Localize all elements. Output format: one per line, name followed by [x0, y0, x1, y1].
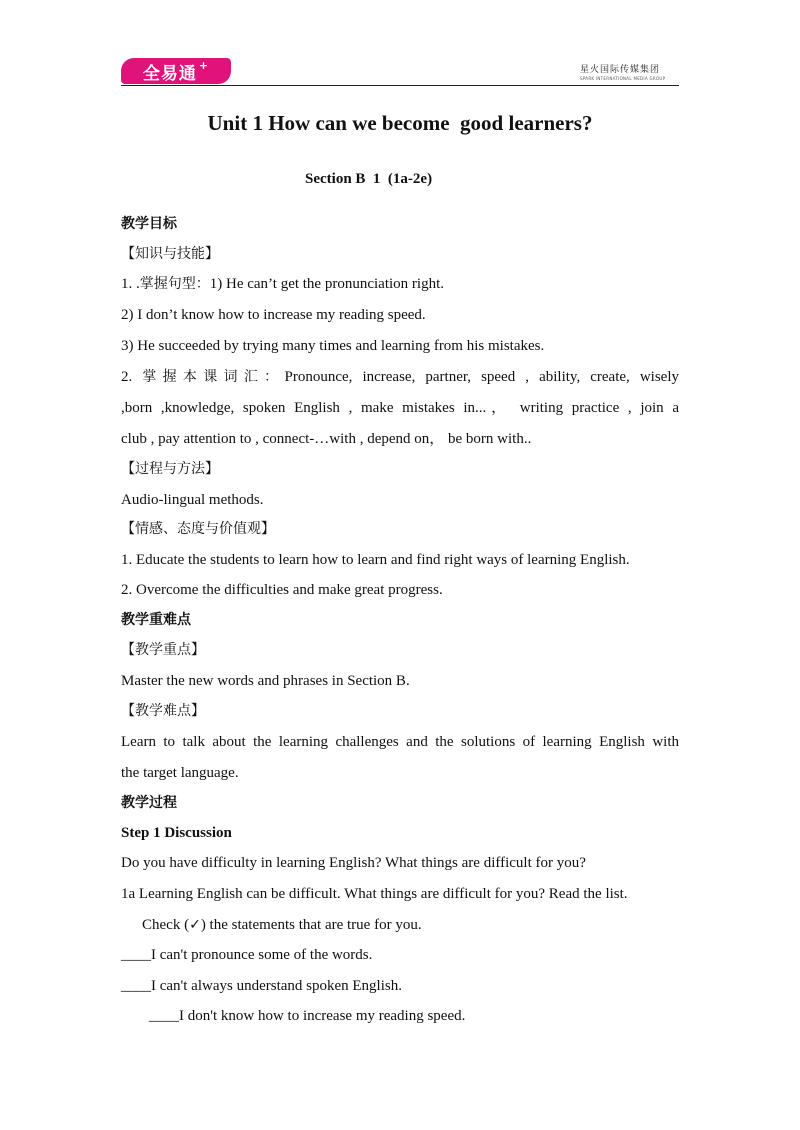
goal-line-6: club , pay attention to , connect-…with , depend on， be born with.. [121, 431, 532, 447]
process-method-heading: 【过程与方法】 [121, 461, 219, 477]
page-title: Unit 1 How can we become good learners? [207, 111, 593, 135]
check-mark-icon: ✓ [189, 917, 201, 933]
brand-name-cn: 星火国际传媒集团 [580, 65, 661, 75]
discussion-question: Do you have difficulty in learning English? What things are difficult for you? [121, 855, 586, 871]
emotion-line-2: 2. Overcome the difficulties and make great progress. [121, 582, 443, 598]
goal-line-1-cn: 掌握句型： [139, 276, 210, 292]
goal-line-1-prefix: 1. . [121, 276, 140, 292]
key-points-heading: 教学重难点 [121, 612, 191, 628]
difficulty-text-1: Learn to talk about the learning challenges and the solutions of learning English with [121, 734, 679, 750]
focus-text: Master the new words and phrases in Section B. [121, 673, 410, 689]
difficulty-text-2: the target language. [121, 765, 239, 781]
goal-line-5: ,born ,knowledge, spoken English , make mistakes in...， writing practice , join a [121, 400, 679, 416]
focus-heading: 【教学重点】 [121, 642, 205, 658]
header-divider [121, 85, 679, 86]
checklist-item-2: ____I can't always understand spoken English. [121, 978, 402, 994]
knowledge-heading: 【知识与技能】 [121, 246, 219, 262]
logo-star: + [198, 58, 210, 72]
task-1a-check-open: Check ( [142, 917, 190, 933]
goal-line-3: 3) He succeeded by trying many times and learning from his mistakes. [121, 338, 545, 354]
difficulty-heading: 【教学难点】 [121, 703, 205, 719]
goal-line-2: 2) I don’t know how to increase my reading speed. [121, 307, 426, 323]
logo-text: 全易通 [142, 63, 197, 84]
goal-line-4-cn: 掌握本课词汇： [142, 369, 285, 385]
emotion-line-1: 1. Educate the students to learn how to learn and find right ways of learning English. [121, 552, 630, 568]
emotion-heading: 【情感、态度与价值观】 [121, 521, 275, 537]
task-1a-line-1: 1a Learning English can be difficult. What things are difficult for you? Read the list. [121, 886, 628, 902]
goals-heading: 教学目标 [121, 216, 177, 232]
goal-line-4 [121, 367, 679, 387]
brand-name-en: SPARK INTERNATIONAL MEDIA GROUP [580, 76, 666, 81]
checklist-item-3: ____I don't know how to increase my reading speed. [149, 1008, 466, 1024]
publisher-logo [121, 58, 231, 84]
goal-line-1 [121, 274, 444, 294]
step-1-title: Step 1 Discussion [121, 825, 232, 841]
task-1a-check-close: ) the statements that are true for you. [200, 917, 422, 933]
task-1a-line-2 [142, 915, 422, 935]
process-heading: 教学过程 [121, 795, 177, 811]
process-method-text: Audio-lingual methods. [121, 492, 264, 508]
goal-line-1-rest: 1) He can’t get the pronunciation right. [209, 276, 444, 292]
goal-line-4-prefix: 2. [121, 369, 143, 385]
brand-block [580, 62, 680, 81]
checklist-item-1: ____I can't pronounce some of the words. [121, 947, 373, 963]
goal-line-4-rest: Pronounce, increase, partner, speed , ability, create, wisely [284, 369, 680, 385]
section-title: Section B 1 (1a-2e) [305, 171, 433, 187]
